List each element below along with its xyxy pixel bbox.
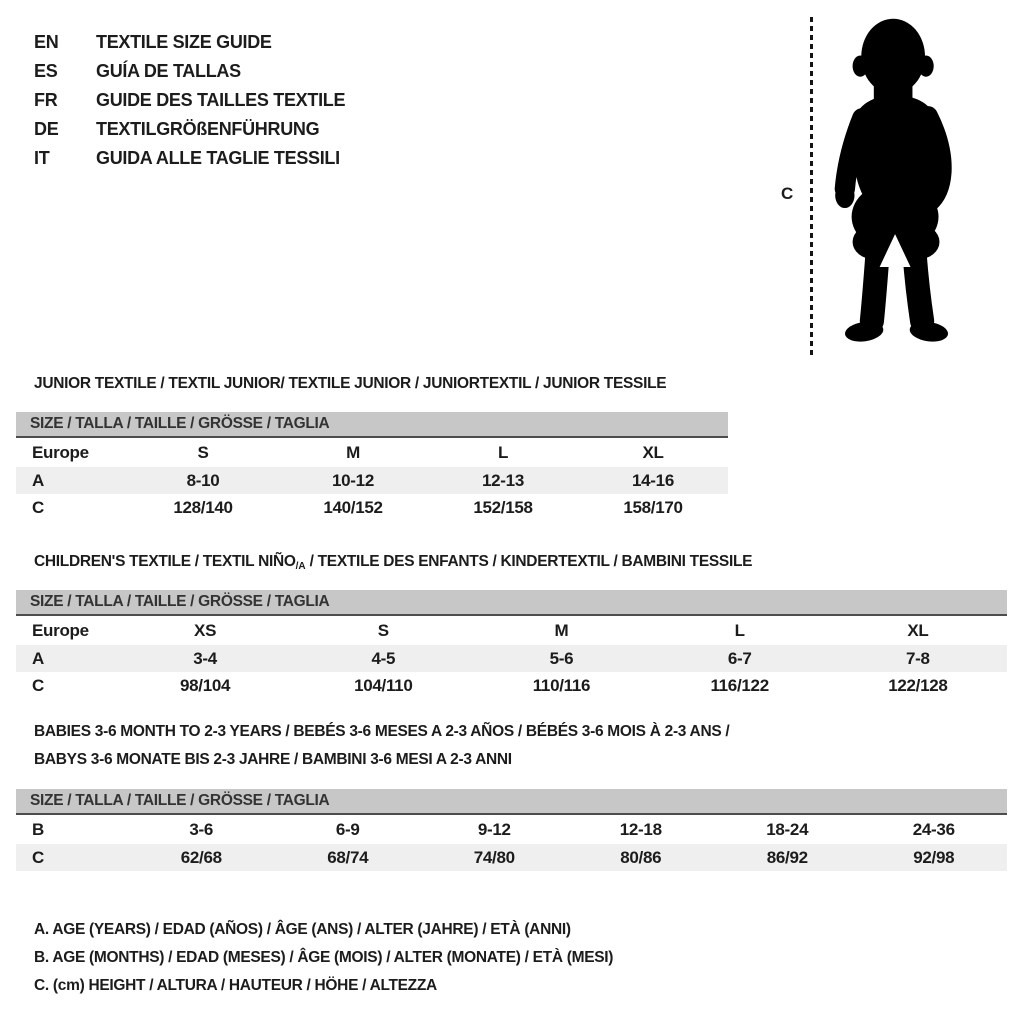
size-cell: S [197,442,209,462]
language-code: IT [34,148,50,168]
height-cell: 158/170 [623,497,683,517]
size-cell: S [377,620,389,640]
babies-size-grid [16,815,1007,871]
age-cell: 6-9 [335,819,360,839]
size-header-bar [16,590,1007,616]
age-cell: 24-36 [912,819,955,839]
height-cell: 86/92 [714,844,861,871]
height-cell: 104/110 [354,675,413,695]
age-cell: 6-7 [651,645,829,672]
row-label: Europe [32,442,89,462]
table-row [16,438,728,467]
age-cell: 9-12 [477,819,511,839]
toddler-silhouette-icon [818,12,976,350]
age-cell: 3-4 [116,645,294,672]
footnote-a: A. AGE (YEARS) / EDAD (AÑOS) / ÂGE (ANS) / ALTER (JAHRE) / ETÀ (ANNI) [34,921,571,938]
table-row [16,645,1007,672]
row-label: C [32,497,44,517]
age-cell: 3-6 [189,819,214,839]
size-header-label: SIZE / TALLA / TAILLE / GRÖSSE / TAGLIA [30,593,330,610]
size-cell: L [497,442,509,462]
size-cell: L [734,620,745,640]
language-title: GUIDE DES TAILLES TEXTILE [96,90,346,110]
height-cell: 80/86 [568,844,715,871]
table-row [16,844,1007,871]
children-size-table [16,590,1007,699]
language-title: GUÍA DE TALLAS [96,61,241,81]
size-header-label: SIZE / TALLA / TAILLE / GRÖSSE / TAGLIA [30,792,330,809]
height-measure-label: C [781,184,793,203]
babies-heading-line1: BABIES 3-6 MONTH TO 2-3 YEARS / BEBÉS 3-6 MESES A 2-3 AÑOS / BÉBÉS 3-6 MOIS À 2-3 ANS / [34,723,730,740]
junior-size-grid [16,438,728,521]
heading-subscript: /A [295,561,306,572]
height-cell: 62/68 [128,844,275,871]
language-code: FR [34,90,58,110]
table-row [16,616,1007,645]
babies-section-heading [34,718,729,774]
age-cell: 10-12 [278,467,428,494]
language-code: ES [34,61,58,81]
table-row [16,672,1007,699]
babies-heading-line2: BABYS 3-6 MONATE BIS 2-3 JAHRE / BAMBINI 3-6 MESI A 2-3 ANNI [34,751,512,768]
height-cell: 152/158 [473,497,533,517]
age-cell: 7-8 [829,645,1007,672]
heading-text: CHILDREN'S TEXTILE / TEXTIL NIÑO [34,553,296,570]
height-cell: 98/104 [179,675,231,695]
age-cell: 5-6 [472,645,650,672]
footnotes [34,916,613,1000]
size-header-label: SIZE / TALLA / TAILLE / GRÖSSE / TAGLIA [30,415,330,432]
height-dotted-line [810,17,813,357]
language-code: EN [34,32,59,52]
table-row [16,494,728,521]
height-cell: 128/140 [173,497,233,517]
height-cell: 92/98 [861,844,1008,871]
size-header-bar [16,412,728,438]
size-cell: M [554,620,569,640]
language-code: DE [34,119,59,139]
language-title: GUIDA ALLE TAGLIE TESSILI [96,148,340,168]
junior-size-table [16,412,728,521]
row-label: B [32,819,44,839]
language-title: TEXTILE SIZE GUIDE [96,32,272,52]
language-row-it [34,144,345,173]
junior-section-heading: JUNIOR TEXTILE / TEXTIL JUNIOR/ TEXTILE JUNIOR / JUNIORTEXTIL / JUNIOR TESSILE [34,375,667,392]
babies-size-table [16,789,1007,871]
row-label: A [16,467,128,494]
heading-text: / TEXTILE DES ENFANTS / KINDERTEXTIL / BAMBINI TESSILE [305,553,753,570]
height-cell: 74/80 [421,844,568,871]
table-row [16,815,1007,844]
language-row-de [34,115,345,144]
size-cell: M [346,442,360,462]
age-cell: 12-13 [428,467,578,494]
height-cell: 122/128 [888,675,948,695]
row-label: C [16,844,128,871]
footnote-c: C. (cm) HEIGHT / ALTURA / HAUTEUR / HÖHE / ALTEZZA [34,977,437,994]
language-title: TEXTILGRÖßENFÜHRUNG [96,119,320,139]
footnote-b: B. AGE (MONTHS) / EDAD (MESES) / ÂGE (MOIS) / ALTER (MONATE) / ETÀ (MESI) [34,949,614,966]
height-cell: 68/74 [275,844,422,871]
language-row-fr [34,86,345,115]
height-cell: 116/122 [710,675,769,695]
age-cell: 12-18 [619,819,662,839]
children-section-heading [34,548,752,581]
language-title-list [34,28,345,173]
row-label: A [16,645,116,672]
size-cell: XL [642,442,664,462]
children-size-grid [16,616,1007,699]
size-cell: XS [194,620,217,640]
language-row-en [34,28,345,57]
size-cell: XL [907,620,929,640]
row-label: Europe [32,620,89,640]
height-cell: 140/152 [323,497,383,517]
height-cell: 110/116 [532,675,591,695]
size-header-bar [16,789,1007,815]
row-label: C [32,675,44,695]
language-row-es [34,57,345,86]
table-row [16,467,728,494]
age-cell: 8-10 [128,467,278,494]
age-cell: 14-16 [578,467,728,494]
age-cell: 4-5 [294,645,472,672]
age-cell: 18-24 [766,819,809,839]
